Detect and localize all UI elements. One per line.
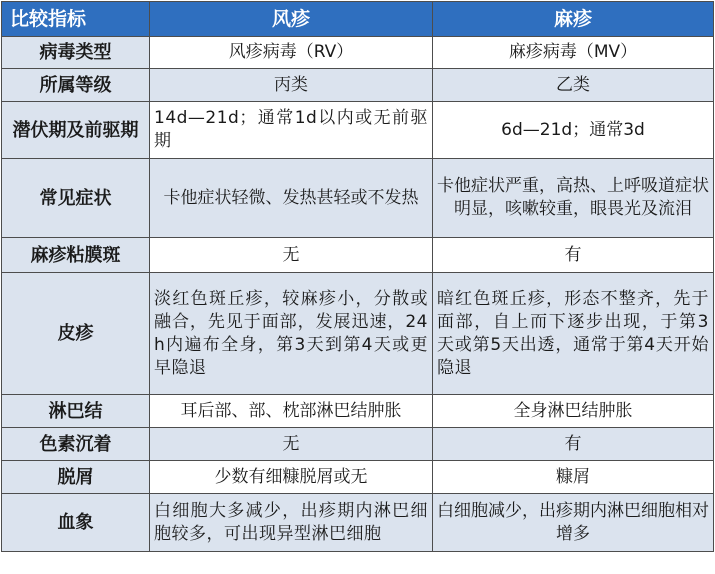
measles-cell: 全身淋巴结肿胀 (433, 395, 714, 428)
table-row (2, 69, 714, 102)
row-label: 皮疹 (2, 273, 150, 395)
row-label: 麻疹粘膜斑 (2, 238, 150, 273)
table-row (2, 395, 714, 428)
measles-cell: 有 (433, 428, 714, 461)
table-row (2, 494, 714, 552)
row-label: 色素沉着 (2, 428, 150, 461)
rubella-cell: 耳后部、部、枕部淋巴结肿胀 (150, 395, 433, 428)
rubella-cell: 淡红色斑丘疹，较麻疹小，分散或融合，先见于面部，发展迅速，24h内遍布全身，第3天到第4天或更早隐退 (150, 273, 433, 395)
rubella-cell: 白细胞大多减少，出疹期内淋巴细胞较多，可出现异型淋巴细胞 (150, 494, 433, 552)
measles-cell: 暗红色斑丘疹，形态不整齐，先于面部，自上而下逐步出现，于第3天或第5天出透，通常于第4天开始隐退 (433, 273, 714, 395)
table-row (2, 238, 714, 273)
table-row (2, 273, 714, 395)
row-label: 脱屑 (2, 461, 150, 494)
table-row (2, 461, 714, 494)
rubella-cell: 14d—21d；通常1d以内或无前驱期 (150, 102, 433, 159)
measles-cell: 乙类 (433, 69, 714, 102)
header-rubella: 风疹 (150, 2, 433, 37)
measles-cell: 卡他症状严重，高热、上呼吸道症状明显，咳嗽较重，眼畏光及流泪 (433, 159, 714, 238)
row-label: 潜伏期及前驱期 (2, 102, 150, 159)
row-label: 血象 (2, 494, 150, 552)
measles-cell: 白细胞减少，出疹期内淋巴细胞相对增多 (433, 494, 714, 552)
table-row (2, 159, 714, 238)
rubella-cell: 少数有细糠脱屑或无 (150, 461, 433, 494)
row-label: 常见症状 (2, 159, 150, 238)
row-label: 淋巴结 (2, 395, 150, 428)
rubella-cell: 无 (150, 428, 433, 461)
rubella-cell: 卡他症状轻微、发热甚轻或不发热 (150, 159, 433, 238)
measles-cell: 有 (433, 238, 714, 273)
table-row (2, 37, 714, 69)
header-measles: 麻疹 (433, 2, 714, 37)
table-row (2, 102, 714, 159)
table-row (2, 428, 714, 461)
rubella-cell: 丙类 (150, 69, 433, 102)
row-label: 病毒类型 (2, 37, 150, 69)
header-indicator: 比较指标 (2, 2, 150, 37)
rubella-cell: 无 (150, 238, 433, 273)
measles-cell: 糠屑 (433, 461, 714, 494)
comparison-table (1, 1, 714, 552)
rubella-cell: 风疹病毒（RV） (150, 37, 433, 69)
row-label: 所属等级 (2, 69, 150, 102)
header-row (2, 2, 714, 37)
measles-cell: 麻疹病毒（MV） (433, 37, 714, 69)
measles-cell: 6d—21d；通常3d (433, 102, 714, 159)
